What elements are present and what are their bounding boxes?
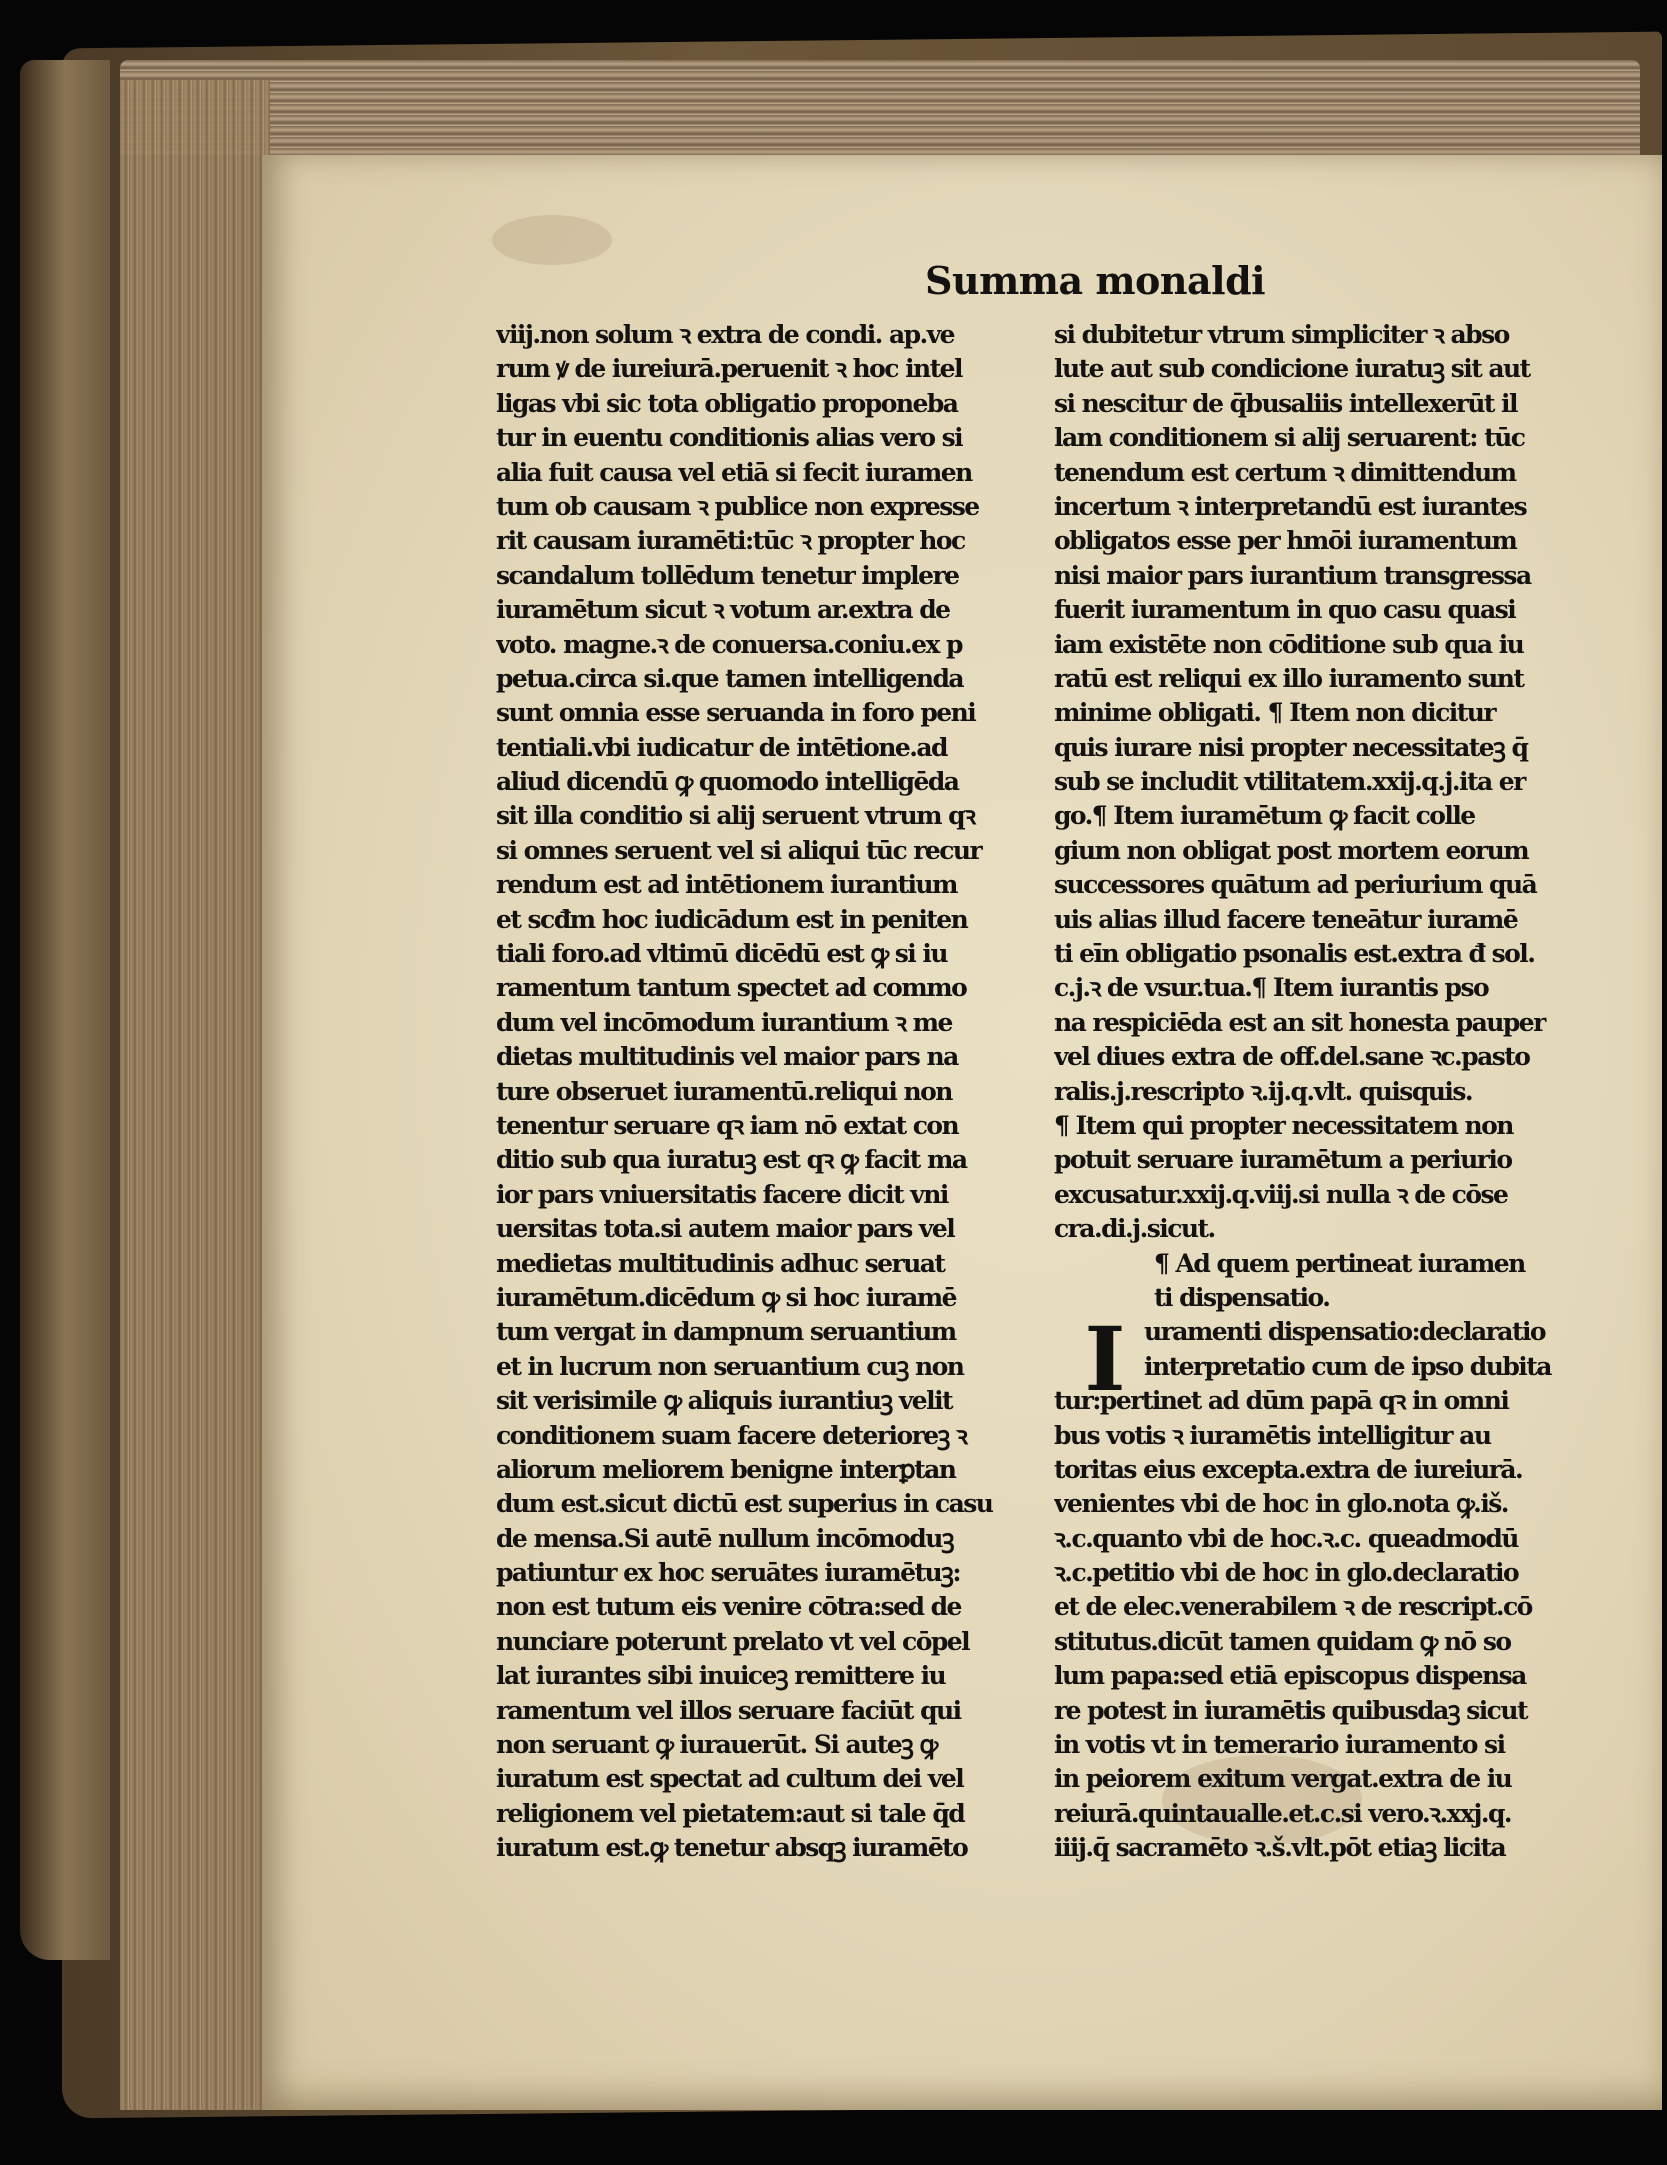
text-line: tiali foro.ad vltimū dicēdū est ꝙ si iu [496, 939, 947, 969]
text-line: tum vergat in dampnum seruantium [496, 1317, 956, 1347]
text-line: ¶ Ad quem pertineat iuramen [1154, 1248, 1525, 1278]
text-line: ralis.j.rescripto ꝛ.ij.q.vlt. quisquis. [1054, 1076, 1473, 1106]
text-line: lam conditionem si alij seruarent: tūc [1054, 423, 1525, 453]
text-line: si nescitur de q̄busaliis intellexerūt il [1054, 388, 1517, 418]
text-line: patiuntur ex hoc seruātes iuramētuꝫ: [496, 1558, 961, 1588]
book-spine-edge [20, 60, 110, 1960]
text-line: incertum ꝛ interpretandū est iurantes [1054, 491, 1527, 521]
text-line: dum vel incōmodum iurantium ꝛ me [496, 1007, 952, 1037]
text-line: et scđm hoc iudicādum est in peniten [496, 904, 968, 934]
left-text-column [496, 318, 1056, 1866]
text-line: dietas multitudinis vel maior pars na [496, 1042, 958, 1072]
text-line: ramentum vel illos seruare faciūt qui [496, 1695, 961, 1725]
text-line: tur in euentu conditionis alias vero si [496, 423, 963, 453]
text-line: et in lucrum non seruantium cuꝫ non [496, 1351, 964, 1381]
text-line: cra.di.j.sicut. [1054, 1214, 1215, 1244]
text-line: sit verisimile ꝙ aliquis iurantiuꝫ velit [496, 1386, 953, 1416]
text-line: sub se includit vtilitatem.xxij.q.j.ita er [1054, 767, 1525, 797]
text-line: de mensa.Si autē nullum incōmoduꝫ [496, 1523, 954, 1553]
text-line: stitutus.dicūt tamen quidam ꝙ nō so [1054, 1626, 1511, 1656]
text-line: dum est.sicut dictū est superius in casu [496, 1489, 993, 1519]
page-edges-top [120, 60, 1640, 155]
text-line: nisi maior pars iurantium transgressa [1054, 560, 1531, 590]
text-line: iuramētum sicut ꝛ votum ar.extra de [496, 595, 950, 625]
text-line: tentiali.vbi iudicatur de intētione.ad [496, 732, 947, 762]
text-line: fuerit iuramentum in quo casu quasi [1054, 595, 1516, 625]
text-line: aliorum meliorem benigne interꝑtan [496, 1454, 956, 1484]
text-line: iuratum est.ꝙ tenetur absqꝫ iuramēto [496, 1833, 968, 1863]
text-line: religionem vel pietatem:aut si tale q̄d [496, 1798, 965, 1828]
text-line: uersitas tota.si autem maior pars vel [496, 1214, 955, 1244]
text-line: uramenti dispensatio:declaratio [1144, 1317, 1546, 1347]
text-line: conditionem suam facere deterioreꝫ ꝛ [496, 1420, 967, 1450]
page-edges-left [120, 80, 270, 2110]
text-line: tenendum est certum ꝛ dimittendum [1054, 457, 1516, 487]
text-line: medietas multitudinis adhuc seruat [496, 1248, 945, 1278]
text-line: iuramētum.dicēdum ꝙ si hoc iuramē [496, 1282, 956, 1312]
text-line: ratū est reliqui ex illo iuramento sunt [1054, 663, 1524, 693]
text-line: nunciare poterunt prelato vt vel cōpel [496, 1626, 970, 1656]
text-line: lat iurantes sibi inuiceꝫ remittere iu [496, 1661, 946, 1691]
text-line: vel diues extra de off.del.sane ꝛc.pasto [1054, 1042, 1530, 1072]
text-line: si omnes seruent vel si aliqui tūc recur [496, 835, 982, 865]
text-line: potuit seruare iuramētum a periurio [1054, 1145, 1512, 1175]
text-line: interpretatio cum de ipso dubita [1144, 1351, 1551, 1381]
text-line: uis alias illud facere teneātur iuramē [1054, 904, 1518, 934]
text-line: ior pars vniuersitatis facere dicit vni [496, 1179, 948, 1209]
text-line: ditio sub qua iuratuꝫ est qꝛ ꝙ facit ma [496, 1145, 967, 1175]
initial-letter: I [1084, 1307, 1126, 1411]
text-line: petua.circa si.que tamen intelligenda [496, 663, 964, 693]
text-line: quis iurare nisi propter necessitateꝫ q̄ [1054, 732, 1528, 762]
text-line: re potest in iuramētis quibusdaꝫ sicut [1054, 1695, 1527, 1725]
text-line: ꝛ.c.quanto vbi de hoc.ꝛ.c. queadmodū [1054, 1523, 1518, 1553]
text-line: na respiciēda est an sit honesta pauper [1054, 1007, 1545, 1037]
text-line: venientes vbi de hoc in glo.nota ꝙ.iš. [1054, 1489, 1508, 1519]
text-line: tenentur seruare qꝛ iam nō extat con [496, 1110, 959, 1140]
running-head: Summa monaldi [925, 258, 1266, 303]
text-line: reiurā.quintaualle.et.c.si vero.ꝛ.xxj.q. [1054, 1798, 1512, 1828]
text-line: sit illa conditio si alij seruent vtrum qꝛ [496, 801, 975, 831]
text-line: lute aut sub condicione iuratuꝫ sit aut [1054, 354, 1530, 384]
text-line: rum ꝟ de iureiurā.peruenit ꝛ hoc intel [496, 354, 962, 384]
text-line: tum ob causam ꝛ publice non expresse [496, 491, 979, 521]
text-line: ti eīn obligatio psonalis est.extra đ sol. [1054, 939, 1535, 969]
text-line: sunt omnia esse seruanda in foro peni [496, 698, 976, 728]
page-stain [492, 215, 612, 265]
text-line: et de elec.venerabilem ꝛ de rescript.cō [1054, 1592, 1532, 1622]
text-line: ti dispensatio. [1154, 1282, 1330, 1312]
text-line: minime obligati. ¶ Item non dicitur [1054, 698, 1495, 728]
text-line: voto. magne.ꝛ de conuersa.coniu.ex p [496, 629, 962, 659]
text-line: in votis vt in temerario iuramento si [1054, 1730, 1505, 1760]
text-line: iam existēte non cōditione sub qua iu [1054, 629, 1524, 659]
text-line: ture obseruet iuramentū.reliqui non [496, 1076, 952, 1106]
text-line: gium non obligat post mortem eorum [1054, 835, 1529, 865]
text-line: rit causam iuramēti:tūc ꝛ propter hoc [496, 526, 965, 556]
text-line: iuratum est spectat ad cultum dei vel [496, 1764, 964, 1794]
text-line: iiij.q̄ sacramēto ꝛ.š.vlt.pōt etiaꝫ licita [1054, 1833, 1506, 1863]
text-line: lum papa:sed etiā episcopus dispensa [1054, 1661, 1526, 1691]
text-line: viij.non solum ꝛ extra de condi. ap.ve [496, 320, 955, 349]
right-text-column [1054, 318, 1644, 1866]
text-line: in peiorem exitum vergat.extra de iu [1054, 1764, 1512, 1794]
text-line: ¶ Item qui propter necessitatem non [1054, 1110, 1513, 1140]
text-line: toritas eius excepta.extra de iureiurā. [1054, 1454, 1523, 1484]
text-line: alia fuit causa vel etiā si fecit iuramen [496, 457, 972, 487]
text-line: non est tutum eis venire cōtra:sed de [496, 1592, 961, 1622]
text-line: tur:pertinet ad dūm papā qꝛ in omni [1054, 1386, 1509, 1416]
text-line: non seruant ꝙ iurauerūt. Si auteꝫ ꝙ [496, 1730, 937, 1760]
text-line: ꝛ.c.petitio vbi de hoc in glo.declaratio [1054, 1558, 1519, 1588]
text-line: ramentum tantum spectet ad commo [496, 973, 967, 1003]
text-line: successores quātum ad periurium quā [1054, 870, 1537, 900]
text-line: ligas vbi sic tota obligatio proponeba [496, 388, 958, 418]
text-line: rendum est ad intētionem iurantium [496, 870, 957, 900]
text-line: excusatur.xxij.q.viij.si nulla ꝛ de cōse [1054, 1179, 1508, 1209]
text-line: si dubitetur vtrum simpliciter ꝛ abso [1054, 320, 1509, 349]
text-line: obligatos esse per hmōi iuramentum [1054, 526, 1517, 556]
text-line: scandalum tollēdum tenetur implere [496, 560, 959, 590]
text-line: go.¶ Item iuramētum ꝙ facit colle [1054, 801, 1475, 831]
text-line: bus votis ꝛ iuramētis intelligitur au [1054, 1420, 1491, 1450]
text-line: c.j.ꝛ de vsur.tua.¶ Item iurantis pso [1054, 973, 1489, 1003]
text-line: aliud dicendū ꝙ quomodo intelligēda [496, 767, 959, 797]
